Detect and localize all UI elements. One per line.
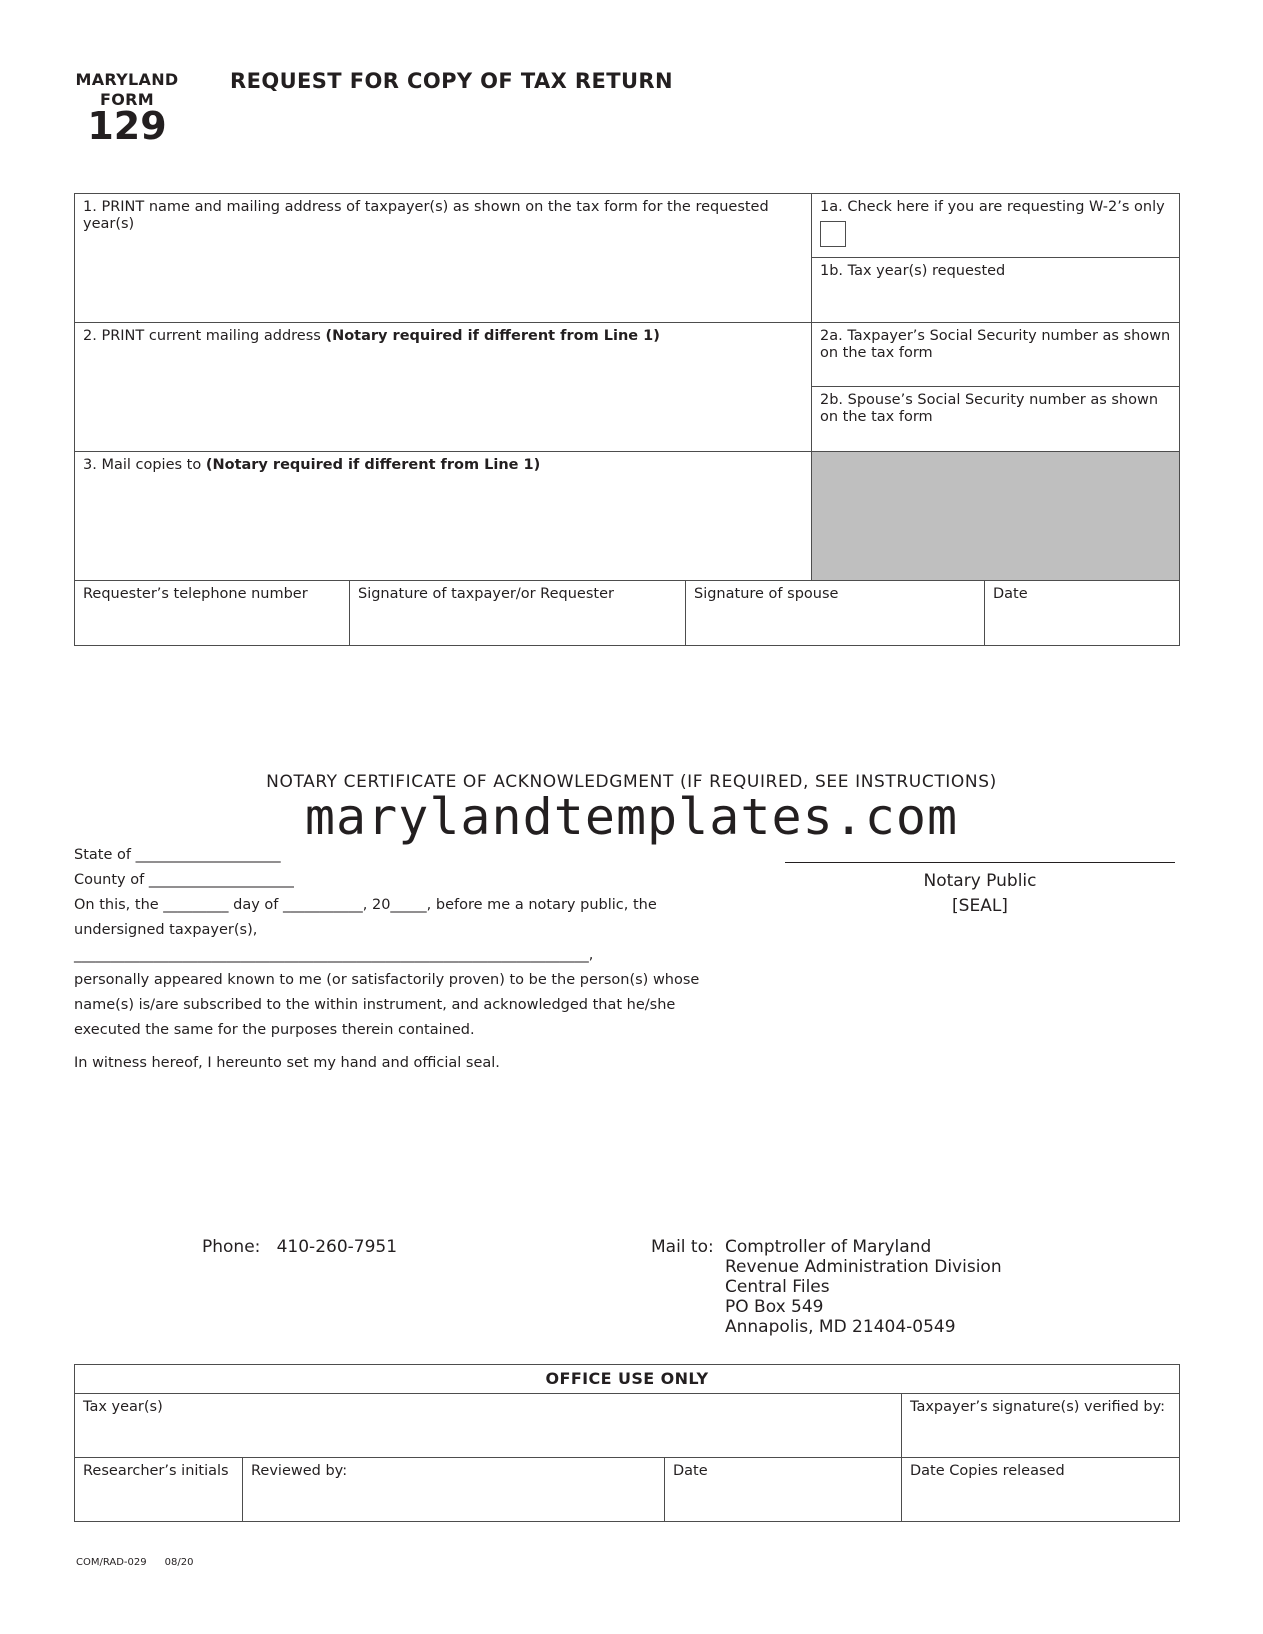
watermark: marylandtemplates.com <box>304 788 959 846</box>
mail-to-label: Mail to: <box>651 1237 714 1257</box>
line3-notary-note: (Notary required if different from Line 1) <box>205 457 541 473</box>
line1b-field[interactable] <box>811 257 1180 323</box>
page-title: REQUEST FOR COPY OF TAX RETURN <box>230 69 673 93</box>
line2-field[interactable] <box>74 322 812 452</box>
office-use-heading: OFFICE USE ONLY <box>74 1364 1180 1394</box>
taxpayer-blank-line: _______________________________________________________________________, <box>74 947 594 963</box>
date-copies-released-label: Date Copies released <box>910 1463 1065 1479</box>
line2a-label: 2a. Taxpayer’s Social Security number as shown on the tax form <box>820 328 1171 361</box>
date-field[interactable] <box>984 580 1180 646</box>
spouse-signature-field[interactable] <box>685 580 985 646</box>
on-this-text: On this, the _________ day of ___________, 20_____, before me a notary public, the undersigned taxpayer(s), <box>74 897 657 938</box>
county-of-line: County of ____________________ <box>74 872 294 888</box>
form-number: 129 <box>87 104 167 148</box>
verified-by-field[interactable] <box>901 1393 1180 1458</box>
address-line: Comptroller of Maryland <box>725 1237 932 1257</box>
line1-field[interactable] <box>74 193 812 323</box>
line1a-cell <box>811 193 1180 258</box>
notary-heading: NOTARY CERTIFICATE OF ACKNOWLEDGMENT (IF REQUIRED, SEE INSTRUCTIONS) <box>266 772 997 792</box>
spouse-signature-label: Signature of spouse <box>694 586 839 602</box>
address-line: Annapolis, MD 21404-0549 <box>725 1317 956 1337</box>
line1-label: 1. PRINT name and mailing address of taxpayer(s) as shown on the tax form for the requested year(s) <box>83 199 769 232</box>
office-tax-years-field[interactable] <box>74 1393 902 1458</box>
line3-label: 3. Mail copies to <box>83 457 206 473</box>
notary-certificate-text <box>74 843 714 1076</box>
seal-label: [SEAL] <box>952 896 1008 916</box>
state-of-line: State of ____________________ <box>74 847 281 863</box>
line2b-label: 2b. Spouse’s Social Security number as shown on the tax form <box>820 392 1159 425</box>
revision-date: 08/20 <box>164 1557 194 1568</box>
office-tax-years-label: Tax year(s) <box>83 1399 163 1415</box>
line2-label: 2. PRINT current mailing address <box>83 328 326 344</box>
address-line: Central Files <box>725 1277 830 1297</box>
line1b-label: 1b. Tax year(s) requested <box>820 263 1006 279</box>
notary-public-label: Notary Public <box>923 871 1037 891</box>
shaded-area <box>811 451 1180 581</box>
taxpayer-signature-field[interactable] <box>349 580 686 646</box>
notary-signature-line[interactable] <box>785 862 1175 863</box>
form-footer <box>76 1557 193 1568</box>
witness-text: In witness hereof, I hereunto set my hand and official seal. <box>74 1055 500 1071</box>
date-label: Date <box>993 586 1028 602</box>
line2a-field[interactable] <box>811 322 1180 387</box>
researcher-initials-label: Researcher’s initials <box>83 1463 229 1479</box>
date-copies-released-field[interactable] <box>901 1457 1180 1522</box>
phone-number: 410-260-7951 <box>276 1237 398 1257</box>
telephone-label: Requester’s telephone number <box>83 586 308 602</box>
phone-info <box>202 1237 397 1257</box>
address-line: PO Box 549 <box>725 1297 824 1317</box>
taxpayer-signature-label: Signature of taxpayer/or Requester <box>358 586 614 602</box>
mailing-address <box>725 1237 1002 1337</box>
verified-by-label: Taxpayer’s signature(s) verified by: <box>910 1399 1166 1415</box>
line3-field[interactable] <box>74 451 812 581</box>
line2b-field[interactable] <box>811 386 1180 452</box>
form-word: FORM <box>100 90 154 109</box>
notary-public-block <box>785 869 1175 919</box>
line2-notary-note: (Notary required if different from Line 1) <box>325 328 660 344</box>
address-line: Revenue Administration Division <box>725 1257 1002 1277</box>
reviewed-by-field[interactable] <box>242 1457 665 1522</box>
office-date-field[interactable] <box>664 1457 902 1522</box>
line1a-label: 1a. Check here if you are requesting W-2’s only <box>820 199 1165 215</box>
state-name: MARYLAND <box>75 70 179 89</box>
phone-label: Phone: <box>202 1237 261 1257</box>
appeared-text: personally appeared known to me (or satisfactorily proven) to be the person(s) whose name(s) is/are subscribed to the within instrument, and acknowledged that he/she executed the same for the purposes therein contained. <box>74 972 700 1038</box>
w2-only-checkbox[interactable] <box>820 221 846 247</box>
telephone-field[interactable] <box>74 580 350 646</box>
form-code: COM/RAD-029 <box>76 1557 147 1568</box>
reviewed-by-label: Reviewed by: <box>251 1463 348 1479</box>
office-date-label: Date <box>673 1463 708 1479</box>
researcher-initials-field[interactable] <box>74 1457 243 1522</box>
